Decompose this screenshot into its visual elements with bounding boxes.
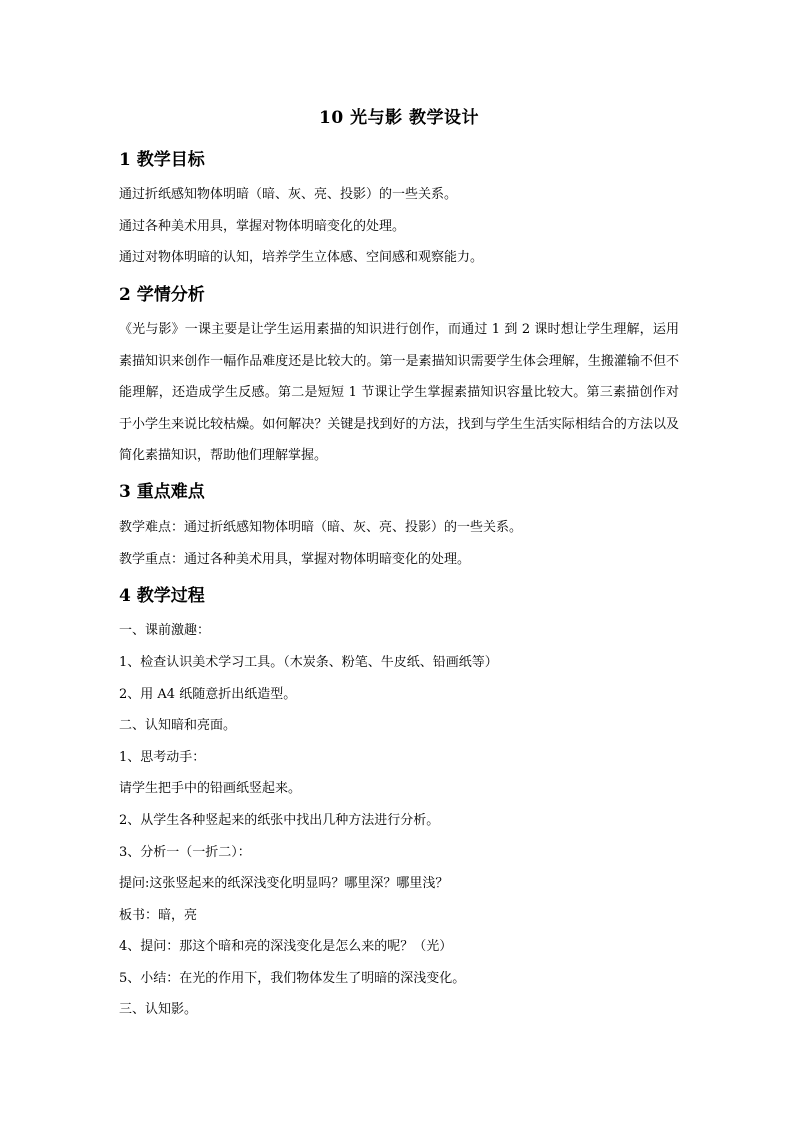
list-item: 二、认知暗和亮面。: [119, 718, 237, 733]
list-item: 请学生把手中的铅画纸竖起来。: [119, 781, 302, 796]
list-item: 1、思考动手：: [119, 750, 206, 765]
document-title: 10 光与影 教学设计: [319, 108, 479, 128]
list-item: 一、课前激趣：: [119, 623, 211, 638]
section-heading-objectives: 1 教学目标: [119, 150, 205, 170]
section-heading-key-points: 3 重点难点: [119, 482, 205, 502]
paragraph: 教学难点：通过折纸感知物体明暗（暗、灰、亮、投影）的一些关系。: [119, 520, 523, 535]
list-item: 5、小结：在光的作用下，我们物体发生了明暗的深浅变化。: [119, 971, 466, 986]
document-page: [119, 0, 679, 1123]
list-item: 3、分析一（一折二）：: [119, 845, 251, 860]
section-heading-process: 4 教学过程: [119, 586, 205, 606]
list-item: 2、用 A4 纸随意折出纸造型。: [119, 687, 297, 702]
list-item: 1、检查认识美术学习工具。（木炭条、粉笔、牛皮纸、铅画纸等）: [119, 655, 498, 670]
list-item: 三、认知影。: [119, 1002, 198, 1017]
analysis-paragraph: 《光与影》一课主要是让学生运用素描的知识进行创作，而通过 1 到 2 课时想让学生理解，运用素描知识来创作一幅作品难度还是比较大的。第一是素描知识需要学生体会理解，生搬灌输不但不能理解，还造成学生反感。第二是短短 1 节课让学生掌握素描知识容量比较大。第三素描创作对于小学生来说比较枯燥。如何解决？关键是找到好的方法，找到与学生生活实际相结合的方法以及简化素描知识，帮助他们理解掌握。: [119, 322, 679, 463]
paragraph: 通过各种美术用具，掌握对物体明暗变化的处理。: [119, 219, 406, 234]
list-item: 4、提问：那这个暗和亮的深浅变化是怎么来的呢？（光）: [119, 939, 453, 954]
paragraph: 教学重点：通过各种美术用具，掌握对物体明暗变化的处理。: [119, 552, 471, 567]
paragraph: 通过对物体明暗的认知，培养学生立体感、空间感和观察能力。: [119, 250, 484, 265]
list-item: 板书：暗，亮: [119, 908, 198, 923]
section-heading-analysis: 2 学情分析: [119, 285, 205, 305]
list-item: 2、从学生各种竖起来的纸张中找出几种方法进行分析。: [119, 813, 440, 828]
paragraph: 通过折纸感知物体明暗（暗、灰、亮、投影）的一些关系。: [119, 187, 458, 202]
list-item: 提问:这张竖起来的纸深浅变化明显吗？哪里深？哪里浅？: [119, 876, 449, 891]
